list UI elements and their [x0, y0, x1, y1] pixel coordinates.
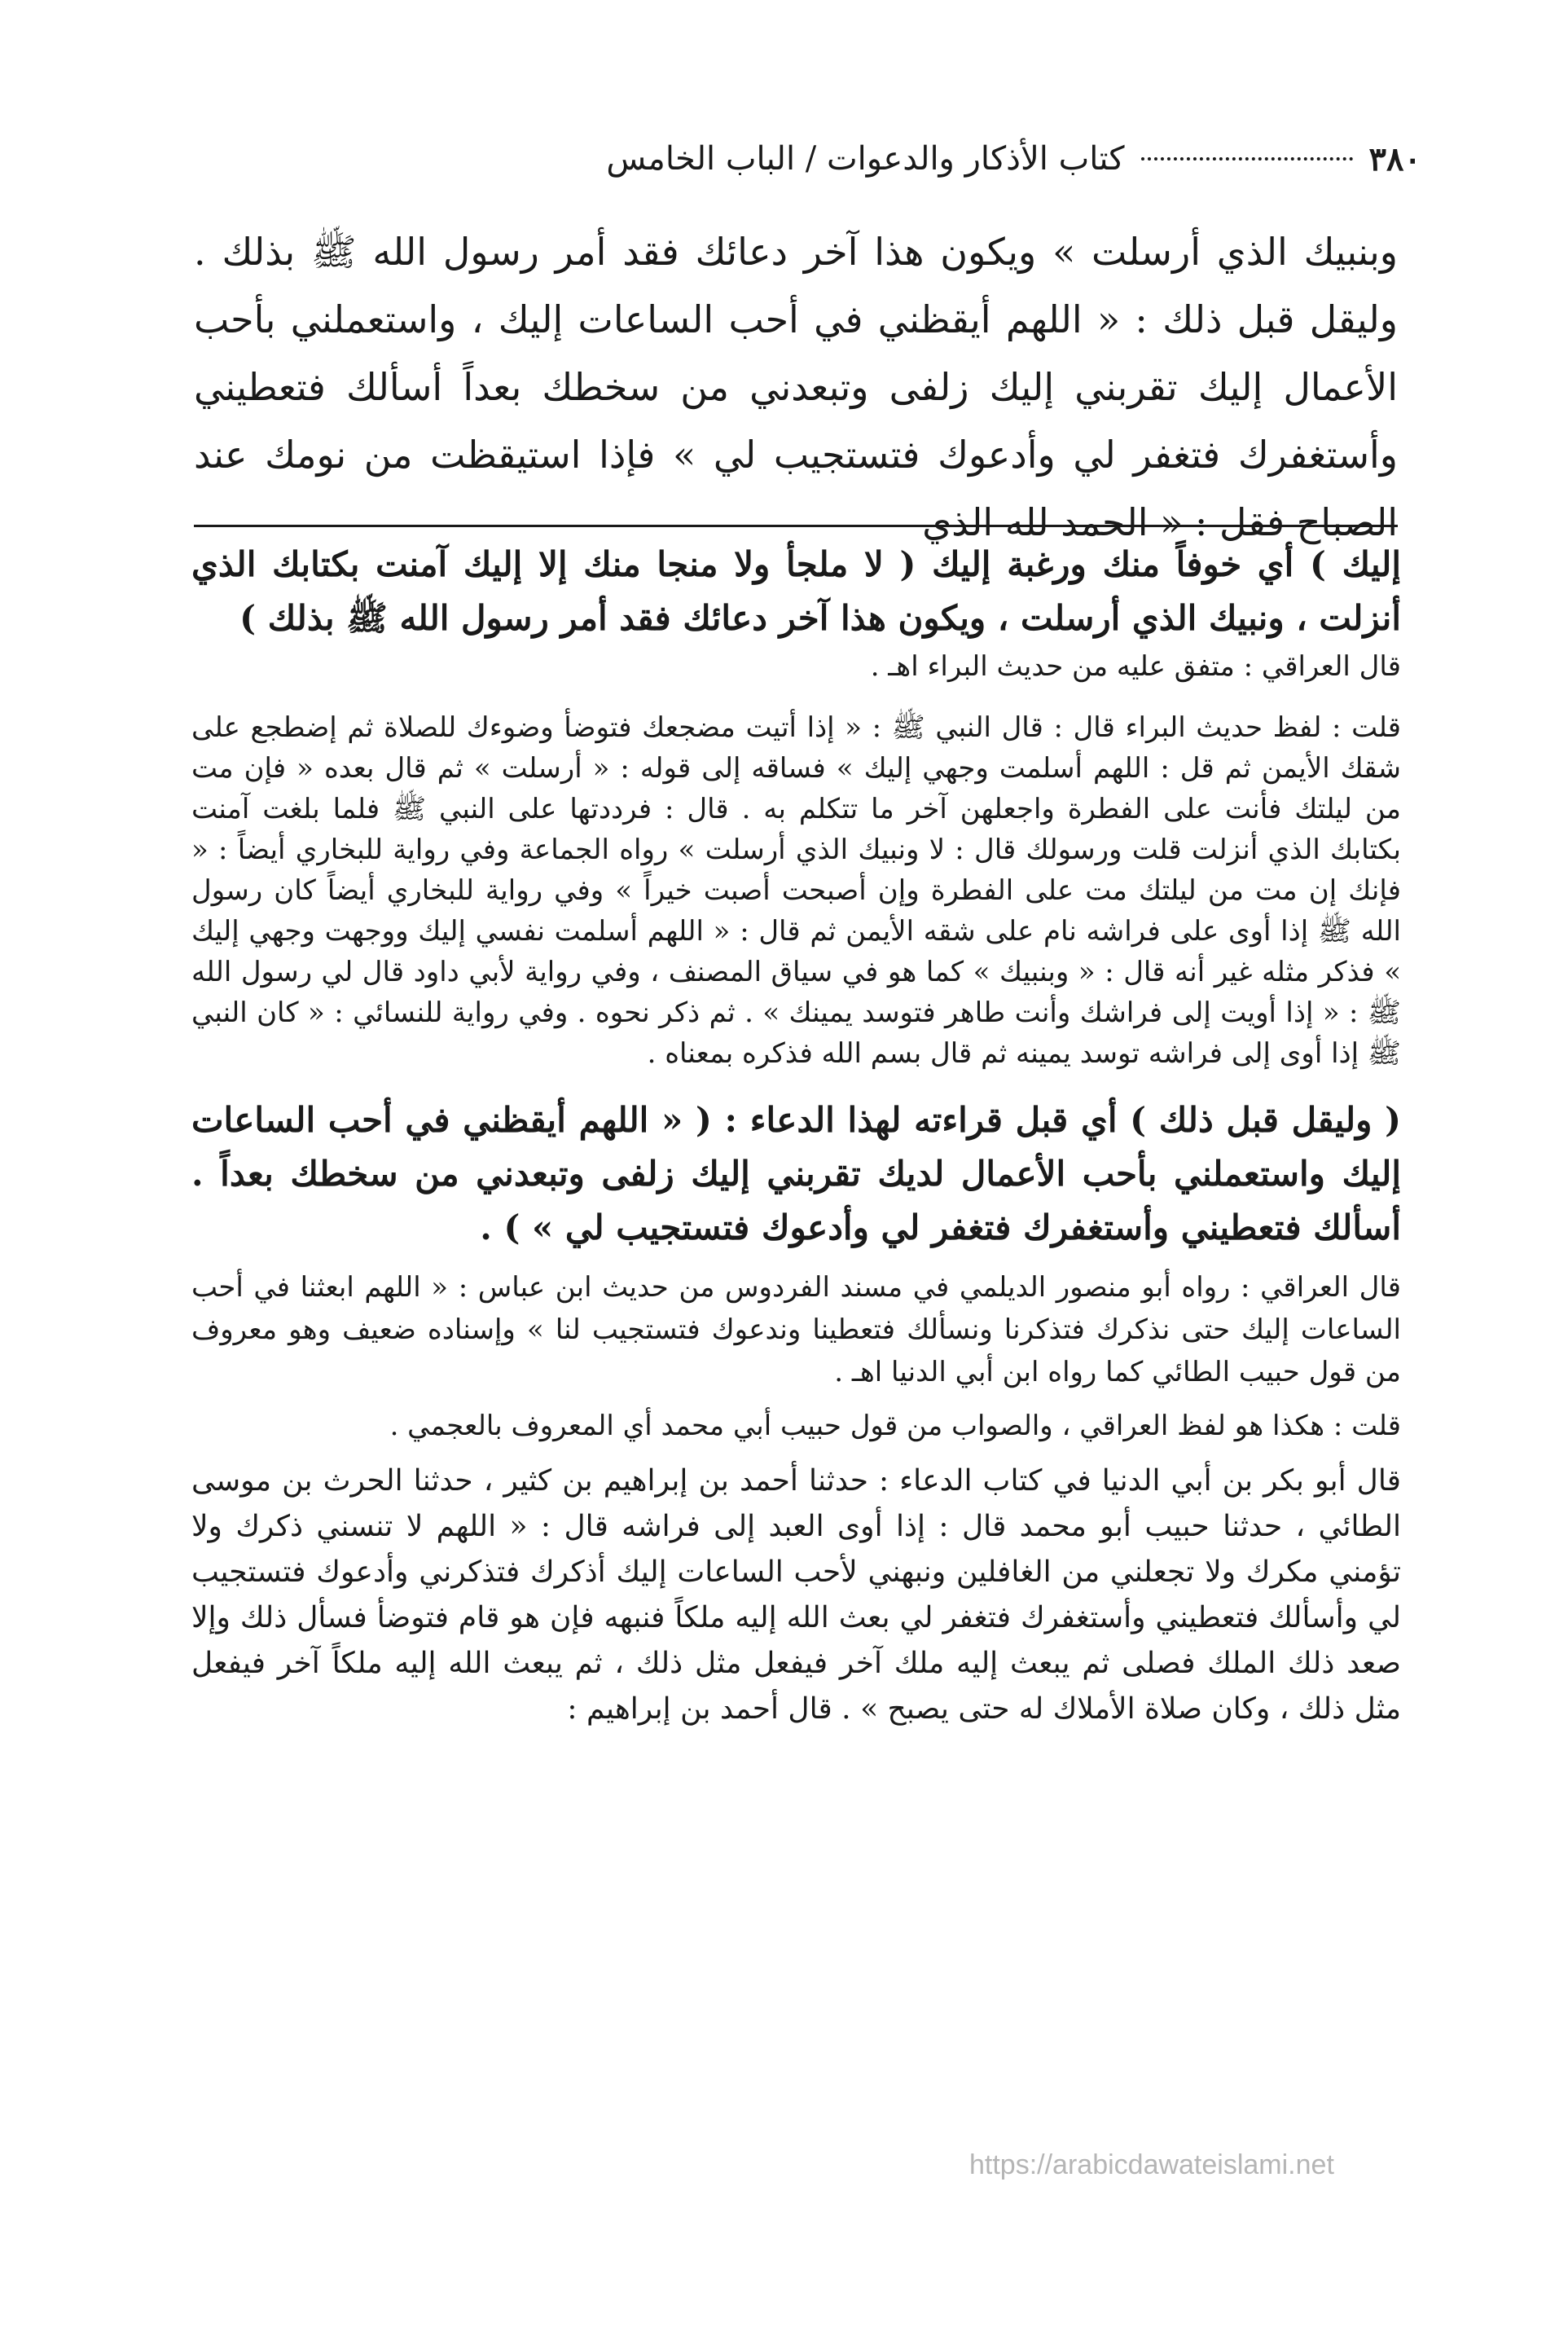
source-watermark: https://arabicdawateislami.net — [969, 2149, 1334, 2180]
separator-rule — [194, 525, 1398, 527]
main-paragraph: وبنبيك الذي أرسلت » ويكون هذا آخر دعائك فقد أمر رسول الله ﷺ بذلك . وليقل قبل ذلك : « اللهم أيقظني في أحب الساعات إليك ، واستعملني بأحب الأعمال إليك تقربني إليك زلفى وتبعدني من سخطك بعداً أسألك فتعطيني وأستغفرك فتغفر لي وأدعوك فتستجيب لي » فإذا استيقظت من نومك عند الصباح فقل : « الحمد لله الذي — [194, 230, 1398, 544]
page-header — [167, 130, 1421, 187]
commentary-bold-paragraph-1: إليك ) أي خوفاً منك ورغبة إليك ( لا ملجأ ولا منجا منك إلا إليك آمنت بكتابك الذي أنزلت ، ونبيك الذي أرسلت ، ويكون هذا آخر دعائك فقد أمر رسول الله ﷺ بذلك ) — [191, 544, 1401, 638]
commentary-block — [191, 538, 1401, 1732]
commentary-note-correction: قلت : هكذا هو لفظ العراقي ، والصواب من قول حبيب أبي محمد أي المعروف بالعجمي . — [389, 1410, 1401, 1442]
main-text-block — [194, 218, 1398, 556]
commentary-note-ibn-abi-dunya: قال أبو بكر بن أبي الدنيا في كتاب الدعاء : حدثنا أحمد بن إبراهيم بن كثير ، حدثنا الحرث بن موسى الطائي ، حدثنا حبيب أبو محمد قال : إذا أوى العبد إلى فراشه قال : « اللهم لا تنسني ذكرك ولا تؤمني مكرك ولا تجعلني من الغافلين ونبهني لأحب الساعات إليك أذكرك فتذكرني وأدعوك فتستجيب لي وأسألك فتعطيني وأستغفرك فتغفر لي بعث الله إليه ملكاً فنبهه فإن هو قام فتوضأ فسأل ذلك وإلا صعد ذلك الملك فصلى ثم يبعث إليه ملك آخر فيفعل مثل ذلك ، ثم يبعث الله إليه ملكاً آخر فيفعل مثل ذلك ، وكان صلاة الأملاك له حتى يصبح » . قال أحمد بن إبراهيم : — [191, 1464, 1401, 1726]
page-number: ٣٨٠ — [1368, 139, 1421, 178]
running-title: كتاب الأذكار والدعوات / الباب الخامس — [606, 140, 1125, 178]
commentary-bold-paragraph-2: ( وليقل قبل ذلك ) أي قبل قراءته لهذا الدعاء : ( « اللهم أيقظني في أحب الساعات إليك واستعملني بأحب الأعمال لديك تقربني إليك زلفى وتبعدني من سخطك بعداً . أسألك فتعطيني وأستغفرك فتغفر لي وأدعوك فتستجيب لي » ) . — [191, 1100, 1401, 1247]
commentary-note-bara-hadith: قلت : لفظ حديث البراء قال : قال النبي ﷺ : « إذا أتيت مضجعك فتوضأ وضوءك للصلاة ثم إضطجع على شقك الأيمن ثم قل : اللهم أسلمت وجهي إليك » فساقه إلى قوله : « أرسلت » ثم قال بعده « فإن مت من ليلتك فأنت على الفطرة واجعلهن آخر ما تتكلم به . قال : فرددتها على النبي ﷺ فلما بلغت آمنت بكتابك الذي أنزلت قلت ورسولك قال : لا ونبيك الذي أرسلت » رواه الجماعة وفي رواية للبخاري أيضاً : « فإنك إن مت من ليلتك مت على الفطرة وإن أصبحت أصبت خيراً » وفي رواية للبخاري أيضاً كان رسول الله ﷺ إذا أوى على فراشه نام على شقه الأيمن ثم قال : « اللهم أسلمت نفسي إليك ووجهت وجهي إليك » فذكر مثله غير أنه قال : « وبنبيك » كما هو في سياق المصنف ، وفي رواية لأبي داود قال لي رسول الله ﷺ : « إذا أويت إلى فراشك وأنت طاهر فتوسد يمينك » . ثم ذكر نحوه . وفي رواية للنسائي : « كان النبي ﷺ إذا أوى إلى فراشه توسد يمينه ثم قال بسم الله فذكره بمعناه . — [191, 711, 1401, 1070]
commentary-note-iraqi-2: قال العراقي : رواه أبو منصور الديلمي في مسند الفردوس من حديث ابن عباس : « اللهم ابعثنا في أحب الساعات إليك حتى نذكرك فتذكرنا ونسألك فتعطينا وندعوك فتستجيب لنا » وإسناده ضعيف وهو معروف من قول حبيب الطائي كما رواه ابن أبي الدنيا اهـ . — [191, 1271, 1401, 1388]
header-dot-leader — [1141, 157, 1353, 161]
commentary-note-iraqi-1: قال العراقي : متفق عليه من حديث البراء اهـ . — [870, 650, 1401, 683]
